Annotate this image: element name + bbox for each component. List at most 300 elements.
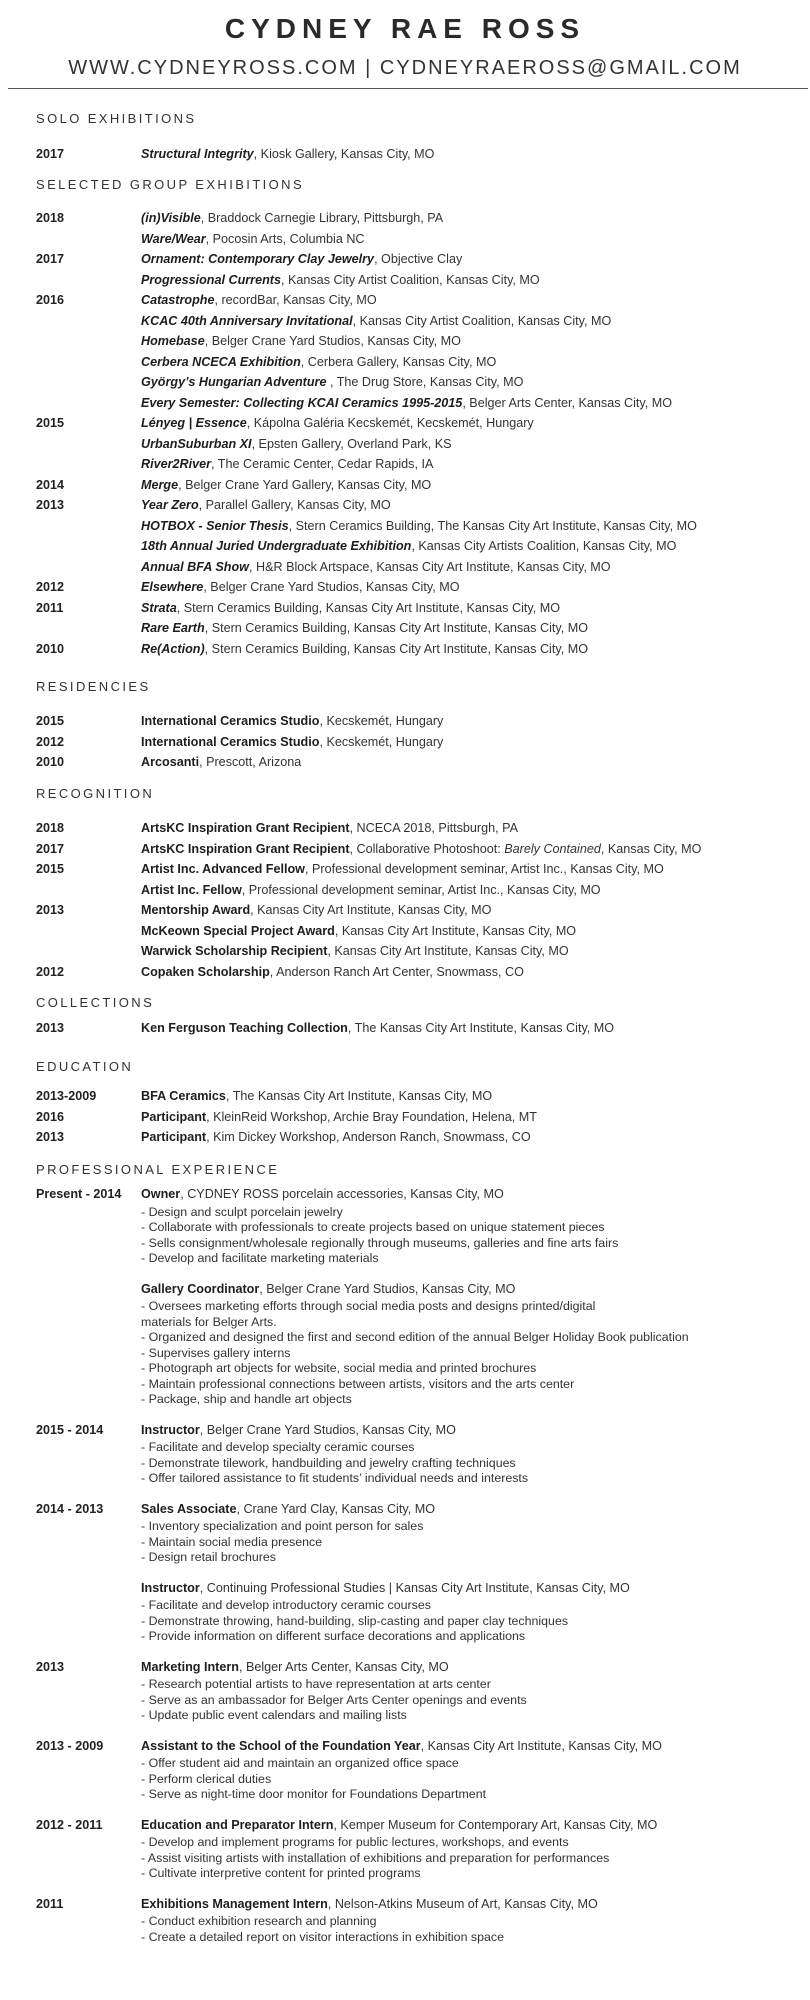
entry-text [141, 249, 462, 270]
entry-year: 2016 [36, 1109, 65, 1124]
entry-detail: , Anderson Ranch Art Center, Snowmass, CO [269, 964, 524, 979]
entry-title: International Ceramics Studio [141, 714, 320, 728]
entry-detail: , Belger Crane Yard Studios, Kansas City, MO [199, 1422, 456, 1437]
entry-text [141, 290, 377, 311]
bullet-text: - Develop and facilitate marketing materials [141, 1251, 379, 1265]
list-item [0, 270, 810, 291]
entry-year: Present - 2014 [36, 1187, 122, 1201]
entry-year: 2014 [36, 477, 65, 492]
entry-text [141, 1736, 662, 1757]
list-item [0, 1279, 810, 1300]
bullet-text: - Update public event calendars and mailing lists [141, 1708, 407, 1722]
entry-text [141, 454, 433, 475]
bullet-item [0, 1205, 810, 1221]
entry-title: Gallery Coordinator [141, 1281, 260, 1296]
person-name: CYDNEY RAE ROSS [224, 13, 586, 44]
list-item [0, 229, 810, 250]
list-item [0, 752, 810, 773]
entry-year: 2013 [36, 1659, 65, 1674]
list-item [0, 208, 810, 229]
entry-detail: , Stern Ceramics Building, Kansas City Art Institute, Kansas City, MO [176, 600, 561, 615]
list-item [0, 711, 810, 732]
entry-text [141, 208, 443, 229]
bullet-item [0, 1598, 810, 1614]
entry-year: 2017 [36, 147, 65, 161]
entry-text [141, 1127, 531, 1148]
entry-detail: , Cerbera Gallery, Kansas City, MO [300, 354, 497, 369]
entry-detail: , Kansas City, MO [600, 841, 702, 856]
bullet-item [0, 1220, 810, 1236]
section-title-group: SELECTED GROUP EXHIBITIONS [36, 177, 305, 192]
entry-text [141, 413, 534, 434]
list-item [0, 1894, 810, 1915]
section-title-residencies: RESIDENCIES [36, 679, 151, 694]
entry-text [141, 598, 560, 619]
bullet-text: - Facilitate and develop specialty ceramic courses [141, 1440, 415, 1454]
section-title-recognition: RECOGNITION [36, 786, 155, 801]
list-item [0, 962, 810, 983]
entry-title: Elsewhere [141, 580, 204, 594]
spacer [0, 1487, 810, 1499]
spacer [0, 1803, 810, 1815]
entry-detail: , Prescott, Arizona [199, 755, 302, 769]
header-divider [8, 88, 808, 89]
resume-header [0, 12, 810, 82]
entry-detail: , Kim Dickey Workshop, Anderson Ranch, Snowmass, CO [206, 1130, 531, 1144]
entry-detail: , Braddock Carnegie Library, Pittsburgh, PA [200, 211, 444, 225]
entry-year: 2013 [36, 903, 65, 917]
entry-year: 2015 - 2014 [36, 1422, 104, 1437]
entry-title: International Ceramics Studio [141, 734, 320, 749]
list-item [0, 1736, 810, 1757]
entry-detail: , CYDNEY ROSS porcelain accessories, Kansas City, MO [180, 1187, 504, 1201]
bullet-text: - Design retail brochures [141, 1550, 276, 1564]
entry-text [141, 1815, 657, 1836]
list-item [0, 1184, 810, 1205]
entry-text [141, 962, 524, 983]
bullet-text: - Design and sculpt porcelain jewelry [141, 1204, 343, 1219]
entry-title: Artist Inc. Fellow [141, 882, 242, 897]
bullet-text: - Package, ship and handle art objects [141, 1392, 352, 1406]
entry-detail: , Belger Crane Yard Studios, Kansas City, MO [259, 1281, 516, 1296]
entry-detail: , H&R Block Artspace, Kansas City Art Institute, Kansas City, MO [248, 559, 611, 574]
entry-title: Participant [141, 1130, 207, 1144]
section-title-professional: PROFESSIONAL EXPERIENCE [36, 1162, 280, 1177]
entry-detail: , The Ceramic Center, Cedar Rapids, IA [211, 457, 434, 471]
entry-title: Structural Integrity [141, 147, 254, 161]
list-item [0, 249, 810, 270]
bullet-text: - Sells consignment/wholesale regionally through museums, galleries and fine arts fairs [141, 1235, 619, 1250]
bullet-item [0, 1535, 810, 1551]
bullet-item [0, 1914, 810, 1930]
list-item [0, 941, 810, 962]
list-item [0, 618, 810, 639]
entry-title: Every Semester: Collecting KCAI Ceramics 1995-2015 [141, 395, 463, 410]
entry-detail: , recordBar, Kansas City, MO [214, 293, 377, 307]
entry-text [141, 557, 611, 578]
contact-line: WWW.CYDNEYROSS.COM | CYDNEYRAEROSS@GMAIL.COM [68, 57, 742, 79]
entry-title: Ware/Wear [141, 231, 206, 246]
entry-detail: , Kecskemét, Hungary [319, 714, 444, 728]
list-item [0, 1086, 810, 1107]
bullet-text: - Cultivate interpretive content for printed programs [141, 1866, 421, 1880]
bullet-item [0, 1251, 810, 1267]
section-title-solo: SOLO EXHIBITIONS [36, 111, 197, 126]
list-item [0, 413, 810, 434]
entry-year: 2011 [36, 1896, 64, 1911]
bullet-text: - Inventory specialization and point person for sales [141, 1519, 424, 1533]
bullet-text: - Photograph art objects for website, social media and printed brochures [141, 1361, 537, 1375]
entry-year: 2013 [36, 1021, 65, 1035]
bullet-item [0, 1550, 810, 1566]
entry-title: 18th Annual Juried Undergraduate Exhibition [141, 539, 412, 553]
list-item [0, 1420, 810, 1441]
entry-year: 2012 [36, 964, 65, 979]
entry-text [141, 475, 431, 496]
bullet-text: - Serve as an ambassador for Belger Arts Center openings and events [141, 1692, 527, 1707]
entry-title: Sales Associate [141, 1501, 237, 1516]
entry-title: McKeown Special Project Award [141, 923, 335, 938]
entry-text [141, 839, 701, 860]
entry-detail: , Kansas City Artist Coalition, Kansas City, MO [352, 313, 612, 328]
solo-list [0, 144, 810, 165]
entry-title: Marketing Intern [141, 1659, 239, 1674]
entry-year: 2013 [36, 1130, 65, 1144]
bullet-item [0, 1677, 810, 1693]
entry-detail: , Kansas City Art Institute, Kansas City, MO [327, 944, 569, 958]
entry-year: 2012 [36, 580, 65, 594]
bullet-item [0, 1866, 810, 1882]
residencies-list [0, 711, 810, 773]
entry-text [141, 352, 496, 373]
list-item [0, 859, 810, 880]
entry-title: Mentorship Award [141, 903, 251, 917]
bullet-item [0, 1315, 810, 1331]
entry-year: 2014 - 2013 [36, 1501, 104, 1516]
entry-year: 2016 [36, 293, 65, 307]
bullet-text: - Develop and implement programs for public lectures, workshops, and events [141, 1835, 569, 1849]
entry-text [141, 1107, 537, 1128]
entry-year: 2013 - 2009 [36, 1738, 104, 1753]
list-item [0, 372, 810, 393]
entry-detail-italic: Barely Contained [504, 841, 601, 856]
entry-title: Ken Ferguson Teaching Collection [141, 1021, 348, 1035]
entry-year: 2017 [36, 841, 65, 856]
entry-text [141, 859, 664, 880]
entry-title: Merge [141, 477, 179, 492]
entry-detail: , Kansas City Art Institute, Kansas City, MO [250, 903, 492, 917]
entry-detail: , The Kansas City Art Institute, Kansas City, MO [347, 1021, 615, 1035]
entry-text [141, 372, 523, 393]
bullet-item [0, 1629, 810, 1645]
bullet-item [0, 1236, 810, 1252]
entry-text [141, 393, 672, 414]
list-item [0, 352, 810, 373]
group-list [0, 208, 810, 659]
bullet-text: - Demonstrate tilework, handbuilding and jewelry crafting techniques [141, 1455, 516, 1470]
entry-detail: , Nelson-Atkins Museum of Art, Kansas City, MO [327, 1896, 598, 1911]
bullet-text: - Supervises gallery interns [141, 1345, 291, 1360]
entry-year: 2015 [36, 714, 65, 728]
recognition-list [0, 818, 810, 982]
collections-list [0, 1018, 810, 1039]
bullet-item [0, 1930, 810, 1946]
bullet-item [0, 1471, 810, 1487]
list-item [0, 475, 810, 496]
entry-detail: , Epsten Gallery, Overland Park, KS [251, 436, 452, 451]
entry-text [141, 921, 576, 942]
list-item [0, 1018, 810, 1039]
entry-text [141, 1279, 515, 1300]
entry-title: Strata [141, 600, 177, 615]
bullet-item [0, 1392, 810, 1408]
entry-title: ArtsKC Inspiration Grant Recipient [141, 841, 350, 856]
bullet-item [0, 1299, 810, 1315]
entry-text [141, 270, 540, 291]
entry-detail: , NCECA 2018, Pittsburgh, PA [349, 821, 518, 835]
entry-text [141, 711, 443, 732]
entry-detail: , Stern Ceramics Building, Kansas City Art Institute, Kansas City, MO [204, 621, 589, 635]
entry-text [141, 495, 391, 516]
bullet-text: - Create a detailed report on visitor interactions in exhibition space [141, 1929, 504, 1944]
entry-year: 2015 [36, 862, 65, 876]
entry-title: Owner [141, 1187, 181, 1201]
list-item [0, 516, 810, 537]
entry-title: Arcosanti [141, 755, 200, 769]
entry-title: Artist Inc. Advanced Fellow [141, 862, 305, 876]
education-list [0, 1086, 810, 1148]
entry-text [141, 1184, 504, 1205]
entry-title: (in)Visible [141, 211, 201, 225]
entry-year: 2015 [36, 416, 65, 430]
entry-text [141, 536, 676, 557]
list-item [0, 1107, 810, 1128]
list-item [0, 144, 810, 165]
entry-detail: , Kemper Museum for Contemporary Art, Kansas City, MO [333, 1817, 658, 1832]
entry-detail: , Belger Arts Center, Kansas City, MO [462, 395, 673, 410]
entry-year: 2010 [36, 641, 65, 656]
entry-text [141, 732, 443, 753]
entry-text [141, 577, 460, 598]
entry-detail: , Professional development seminar, Artist Inc., Kansas City, MO [304, 862, 664, 876]
entry-title: Lényeg | Essence [141, 416, 247, 430]
entry-detail: , Collaborative Photoshoot: [349, 841, 505, 856]
bullet-text: - Facilitate and develop introductory ceramic courses [141, 1598, 431, 1612]
entry-detail: , Pocosin Arts, Columbia NC [205, 231, 365, 246]
bullet-text: - Organized and designed the first and second edition of the annual Belger Holiday Book publication [141, 1330, 689, 1344]
entry-title: Assistant to the School of the Foundation Year [141, 1738, 421, 1753]
list-item [0, 880, 810, 901]
list-item [0, 393, 810, 414]
spacer [0, 1724, 810, 1736]
list-item [0, 331, 810, 352]
list-item [0, 434, 810, 455]
entry-detail: , Kecskemét, Hungary [319, 734, 444, 749]
bullet-item [0, 1440, 810, 1456]
entry-detail: , Professional development seminar, Artist Inc., Kansas City, MO [241, 882, 601, 897]
entry-title: Participant [141, 1109, 207, 1124]
section-title-education: EDUCATION [36, 1059, 134, 1074]
entry-year: 2012 [36, 734, 65, 749]
bullet-text: - Provide information on different surface decorations and applications [141, 1629, 526, 1643]
bullet-item [0, 1330, 810, 1346]
entry-detail: , Kiosk Gallery, Kansas City, MO [253, 147, 435, 161]
list-item [0, 290, 810, 311]
entry-text [141, 818, 518, 839]
entry-text [141, 1657, 449, 1678]
entry-detail: , Belger Crane Yard Studios, Kansas City, MO [203, 580, 460, 594]
list-item [0, 818, 810, 839]
entry-title: Catastrophe [141, 293, 215, 307]
entry-detail: , Crane Yard Clay, Kansas City, MO [236, 1501, 435, 1516]
entry-title: Annual BFA Show [141, 559, 249, 574]
entry-year: 2012 - 2011 [36, 1817, 103, 1832]
entry-title: Instructor [141, 1422, 200, 1437]
entry-title: Instructor [141, 1580, 200, 1595]
list-item [0, 900, 810, 921]
entry-text [141, 144, 434, 165]
spacer [0, 1408, 810, 1420]
bullet-item [0, 1614, 810, 1630]
bullet-text: - Perform clerical duties [141, 1771, 272, 1786]
entry-text [141, 311, 611, 332]
list-item [0, 639, 810, 660]
entry-detail: , Parallel Gallery, Kansas City, MO [198, 498, 391, 512]
bullet-item [0, 1346, 810, 1362]
entry-detail: , Kansas City Artist Coalition, Kansas City, MO [280, 272, 540, 287]
bullet-item [0, 1756, 810, 1772]
list-item [0, 311, 810, 332]
bullet-item [0, 1693, 810, 1709]
entry-title: Ornament: Contemporary Clay Jewelry [141, 252, 375, 266]
entry-text [141, 1578, 630, 1599]
entry-detail: , Stern Ceramics Building, Kansas City Art Institute, Kansas City, MO [204, 641, 588, 656]
list-item [0, 454, 810, 475]
entry-title: BFA Ceramics [141, 1089, 226, 1103]
entry-text [141, 1086, 492, 1107]
entry-year: 2013 [36, 498, 65, 512]
list-item [0, 495, 810, 516]
entry-title: Copaken Scholarship [141, 964, 270, 979]
entry-title: Exhibitions Management Intern [141, 1896, 328, 1911]
entry-year: 2011 [36, 600, 64, 615]
bullet-item [0, 1787, 810, 1803]
bullet-text: - Maintain social media presence [141, 1534, 323, 1549]
entry-title: Homebase [141, 334, 205, 348]
bullet-item [0, 1377, 810, 1393]
bullet-item [0, 1835, 810, 1851]
entry-text [141, 941, 569, 962]
entry-title: HOTBOX - Senior Thesis [141, 518, 289, 533]
list-item [0, 839, 810, 860]
list-item [0, 1657, 810, 1678]
entry-year: 2018 [36, 821, 65, 835]
entry-year: 2017 [36, 252, 65, 266]
list-item [0, 598, 810, 619]
spacer [0, 1645, 810, 1657]
list-item [0, 732, 810, 753]
entry-title: Year Zero [141, 498, 199, 512]
entry-text [141, 1420, 456, 1441]
entry-text [141, 618, 588, 639]
entry-title: György’s Hungarian Adventure [141, 375, 330, 389]
entry-text [141, 1499, 435, 1520]
entry-text [141, 516, 697, 537]
entry-detail: , Kansas City Artists Coalition, Kansas City, MO [411, 539, 677, 553]
entry-text [141, 752, 301, 773]
entry-title: ArtsKC Inspiration Grant Recipient [141, 821, 350, 835]
bullet-text: - Maintain professional connections between artists, visitors and the arts center [141, 1376, 575, 1391]
entry-detail: , Kápolna Galéria Kecskemét, Kecskemét, Hungary [246, 416, 534, 430]
entry-title: UrbanSuburban XI [141, 436, 252, 451]
list-item [0, 1127, 810, 1148]
spacer [0, 1566, 810, 1578]
entry-title: Education and Preparator Intern [141, 1817, 334, 1832]
entry-year: 2010 [36, 755, 65, 769]
spacer [0, 1882, 810, 1894]
entry-text [141, 1894, 598, 1915]
experience-list [0, 1184, 810, 1945]
list-item [0, 1815, 810, 1836]
entry-title: Cerbera NCECA Exhibition [141, 354, 301, 369]
entry-detail: , Kansas City Art Institute, Kansas City, MO [420, 1738, 662, 1753]
entry-title: Rare Earth [141, 621, 205, 635]
list-item [0, 557, 810, 578]
entry-text [141, 229, 365, 250]
entry-detail: , The Kansas City Art Institute, Kansas City, MO [225, 1089, 493, 1103]
bullet-text: - Oversees marketing efforts through social media posts and designs printed/digital [141, 1299, 596, 1313]
entry-text [141, 434, 452, 455]
list-item [0, 536, 810, 557]
bullet-text: - Offer student aid and maintain an organized office space [141, 1756, 459, 1770]
entry-title: KCAC 40th Anniversary Invitational [141, 313, 353, 328]
bullet-item [0, 1708, 810, 1724]
entry-detail: , KleinReid Workshop, Archie Bray Foundation, Helena, MT [206, 1109, 537, 1124]
bullet-text: - Conduct exhibition research and planning [141, 1914, 377, 1928]
entry-detail: , Kansas City Art Institute, Kansas City, MO [334, 923, 577, 938]
entry-year: 2013-2009 [36, 1089, 97, 1103]
bullet-text: materials for Belger Arts. [141, 1314, 277, 1329]
entry-text [141, 900, 491, 921]
entry-text [141, 331, 461, 352]
entry-title: River2River [141, 457, 212, 471]
entry-title: Warwick Scholarship Recipient [141, 944, 328, 958]
bullet-text: - Collaborate with professionals to create projects based on unique statement pieces [141, 1220, 605, 1234]
entry-text [141, 639, 588, 660]
entry-detail: , Continuing Professional Studies | Kansas City Art Institute, Kansas City, MO [199, 1580, 630, 1595]
entry-detail: , Belger Crane Yard Studios, Kansas City, MO [204, 334, 461, 348]
bullet-item [0, 1772, 810, 1788]
bullet-item [0, 1361, 810, 1377]
bullet-text: - Demonstrate throwing, hand-building, slip-casting and paper clay techniques [141, 1613, 569, 1628]
entry-text [141, 1018, 614, 1039]
entry-text [141, 880, 601, 901]
list-item [0, 1578, 810, 1599]
entry-title: Re(Action) [141, 641, 205, 656]
entry-title: Progressional Currents [141, 272, 281, 287]
bullet-item [0, 1851, 810, 1867]
section-title-collections: COLLECTIONS [36, 995, 155, 1010]
bullet-item [0, 1519, 810, 1535]
bullet-text: - Offer tailored assistance to fit students’ individual needs and interests [141, 1471, 529, 1485]
entry-detail: , Stern Ceramics Building, The Kansas City Art Institute, Kansas City, MO [288, 518, 697, 533]
bullet-text: - Serve as night-time door monitor for Foundations Department [141, 1787, 487, 1801]
entry-detail: , Objective Clay [374, 252, 463, 266]
entry-detail: , Belger Crane Yard Gallery, Kansas City, MO [178, 477, 432, 492]
list-item [0, 577, 810, 598]
bullet-text: - Assist visiting artists with installation of exhibitions and preparation for performances [141, 1850, 610, 1865]
bullet-text: - Research potential artists to have representation at arts center [141, 1677, 491, 1691]
